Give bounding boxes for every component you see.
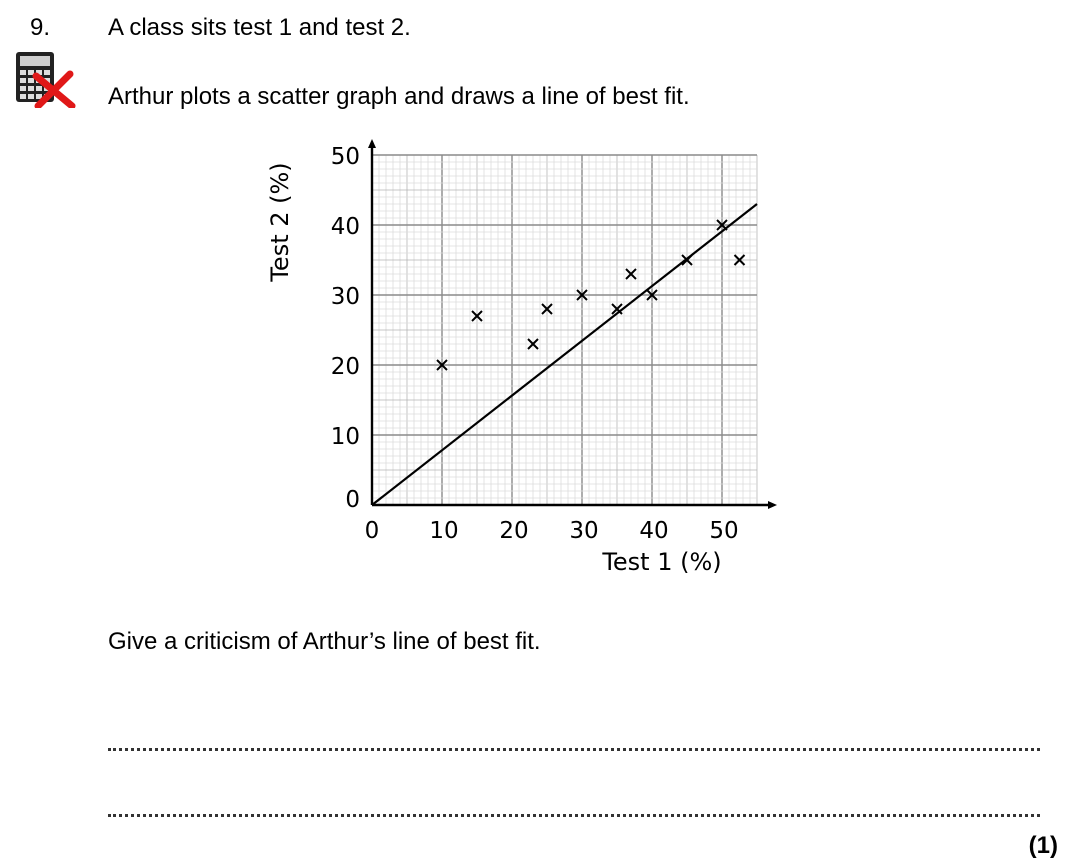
y-tick-label: 10 [330,424,360,450]
question-number: 9. [30,14,51,41]
y-tick-label: 40 [330,214,360,240]
y-axis-label: Test 2 (%) [266,162,294,282]
x-tick-label: 0 [364,518,380,544]
answer-line-2[interactable] [108,814,1040,817]
x-tick-label: 50 [709,518,739,544]
y-tick-label: 0 [345,487,360,513]
scatter-graph [250,130,790,585]
question-prompt: Give a criticism of Arthur’s line of best fit. [108,628,541,655]
y-tick-label: 30 [330,284,360,310]
question-stem: A class sits test 1 and test 2. [108,14,411,41]
x-tick-label: 30 [569,518,599,544]
no-calculator-icon [14,50,76,108]
y-axis-arrow [368,139,376,148]
graph-axes [368,139,777,509]
y-tick-label: 50 [330,144,360,170]
x-axis-label: Test 1 (%) [602,548,722,576]
x-axis-arrow [768,501,777,509]
marks-label: (1) [1028,832,1058,859]
graph-grid [372,155,757,505]
answer-line-1[interactable] [108,748,1040,751]
x-tick-label: 10 [429,518,459,544]
x-tick-label: 40 [639,518,669,544]
line-of-best-fit [372,204,757,505]
x-tick-label: 20 [499,518,529,544]
question-instruction: Arthur plots a scatter graph and draws a line of best fit. [108,83,690,110]
y-tick-label: 20 [330,354,360,380]
